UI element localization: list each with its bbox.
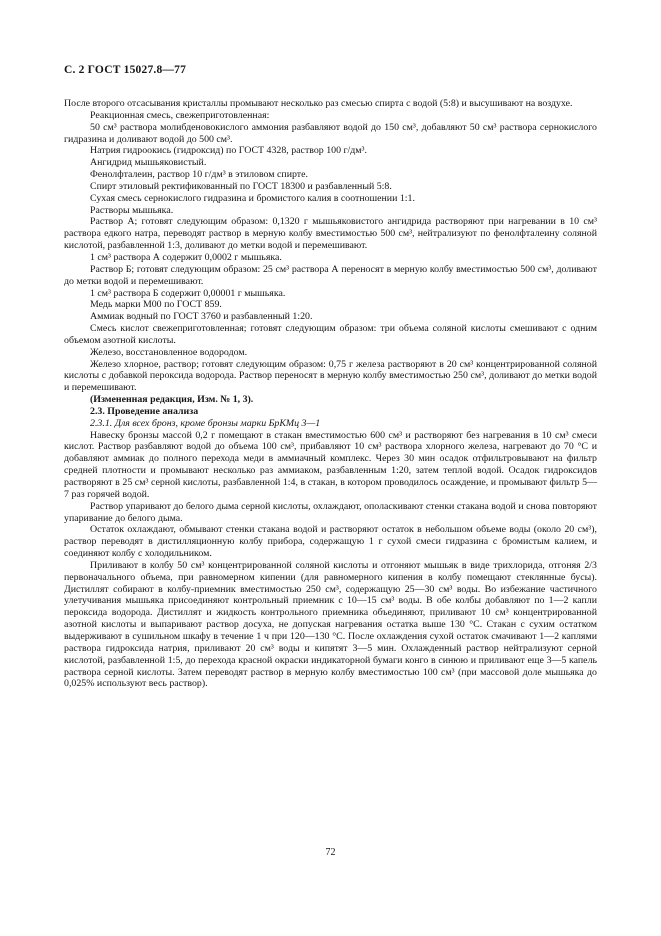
- paragraph-arsenic-anhydride: Ангидрид мышьяковистый.: [90, 157, 207, 169]
- subsection-heading: 2.3.1. Для всех бронз, кроме бронзы марки БрКМц 3—1: [90, 417, 321, 429]
- paragraph-ferric-chloride: Железо хлорное, раствор; готовят следующим образом: 0,75 г железа растворяют в 20 см³ концентрированной соляной кислоты с добавкой пероксида водорода. Раствор переносят в мерную колбу вместимостью 250 см³, доливают до метки водой и перемешивают.: [64, 358, 597, 394]
- paragraph-copper: Медь марки М00 по ГОСТ 859.: [90, 299, 222, 311]
- paragraph-ethanol: Спирт этиловый ректификованный по ГОСТ 18300 и разбавленный 5:8.: [90, 180, 392, 192]
- paragraph-solution-a-content: 1 см³ раствора А содержит 0,0002 г мышьяка.: [90, 251, 282, 263]
- paragraph-residue-transfer: Остаток охлаждают, обмывают стенки стакана водой и растворяют остаток в небольшом объеме воды (около 20 см³), раствор переводят в дистилляционную колбу прибора, содержащую 1 г сухой смеси гидразина с бромистым калием, и соединяют колбу с холодильником.: [64, 524, 597, 560]
- paragraph-amendment-note: (Измененная редакция, Изм. № 1, 3).: [90, 394, 254, 406]
- paragraph-acid-mixture: Смесь кислот свежеприготовленная; готовят следующим образом: три объема соляной кислоты смешивают с одним объемом азотной кислоты.: [64, 323, 597, 346]
- paragraph-dry-mixture: Сухая смесь сернокислого гидразина и бромистого калия в соотношении 1:1.: [90, 192, 415, 204]
- paragraph-drying: После второго отсасывания кристаллы промывают несколько раз смесью спирта с водой (5:8) и высушивают на воздухе.: [64, 98, 573, 109]
- paragraph-ammonia: Аммиак водный по ГОСТ 3760 и разбавленный 1:20.: [90, 311, 313, 323]
- paragraph-reduced-iron: Железо, восстановленное водородом.: [90, 346, 248, 358]
- page-header: С. 2 ГОСТ 15027.8—77: [64, 64, 187, 76]
- paragraph-reaction-mixture: Реакционная смесь, свежеприготовленная:: [90, 109, 270, 121]
- section-heading: 2.3. Проведение анализа: [90, 405, 199, 417]
- paragraph-evaporation: Раствор упаривают до белого дыма серной кислоты, охлаждают, ополаскивают стенки стакана водой и снова повторяют упаривание до белого дыма.: [64, 500, 597, 524]
- paragraph-solution-a: Раствор А; готовят следующим образом: 0,1320 г мышьяковистого ангидрида растворяют при нагревании в 10 см³ раствора едкого натра, переводят раствор в мерную колбу вместимостью 500 см³, нейтрализуют по фенолфталеину соляной кислотой, разбавленной 1:3, доливают до метки водой и перемешивают.: [64, 216, 597, 252]
- paragraph-phenolphthalein: Фенолфталеин, раствор 10 г/дм³ в этиловом спирте.: [90, 169, 308, 181]
- paragraph-sample-dissolution: Навеску бронзы массой 0,2 г помещают в стакан вместимостью 600 см³ и растворяют без нагревания в 10 см³ смеси кислот. Раствор разбавляют водой до объема 100 см³, прибавляют 10 см³ раствора хлорного железа, нагревают до 70 °С и добавляют аммиак до полного перехода меди в аммиачный комплекс. Через 30 мин осадок отфильтровывают на фильтр средней плотности и промывают несколько раз аммиаком, разбавленным 1:20, затем теплой водой. Осадок гидроксидов растворяют в 25 см³ серной кислоты, разбавленной 1:4, в стакан, в котором проводилось осаждение, и промывают фильтр 5—7 раз горячей водой.: [64, 429, 597, 500]
- paragraph-sodium-hydroxide: Натрия гидроокись (гидроксид) по ГОСТ 4328, раствор 100 г/дм³.: [90, 145, 367, 157]
- document-body: [64, 98, 597, 690]
- paragraph-solution-b: Раствор Б; готовят следующим образом: 25 см³ раствора А переносят в мерную колбу вместимостью 500 см³, доливают до метки водой и перемешивают.: [64, 263, 597, 287]
- page-number: 72: [325, 847, 336, 858]
- paragraph-arsenic-solutions: Растворы мышьяка.: [90, 204, 174, 216]
- paragraph-reaction-mixture-prep: 50 см³ раствора молибденовокислого аммония разбавляют водой до 150 см³, добавляют 50 см³ раствора сернокислого гидразина и доливают водой до 500 см³.: [64, 121, 597, 145]
- paragraph-distillation: Приливают в колбу 50 см³ концентрированной соляной кислоты и отгоняют мышьяк в виде трихлорида, отгоняя 2/3 первоначального объема, при равномерном кипении (для равномерного кипения в колбу помещают стеклянные бусы). Дистиллят собирают в колбу-приемник вместимостью 250 см³, содержащую 25—30 см³ воды. Во избежание частичного улетучивания мышьяка присоединяют контрольный приемник с 10—15 см³ воды. В обе колбы добавляют по 1—2 капли пероксида водорода. Дистиллят и жидкость контрольного приемника объединяют, приливают 10 см³ концентрированной азотной кислоты и выпаривают раствор досуха, не допуская нагревания остатка выше 130 °С. Стакан с сухим остатком выдерживают в сушильном шкафу в течение 1 ч при 120—130 °С. После охлаждения сухой остаток смачивают 1—2 каплями раствора гидроксида натрия, приливают 20 см³ воды и кипятят 3—5 мин. Охлажденный раствор нейтрализуют серной кислотой, разбавленной 1:5, до перехода красной окраски индикаторной бумаги конго в синюю и приливают еще 3—5 капель раствора серной кислоты. Затем переводят раствор в мерную колбу вместимостью 100 см³ (при массовой доле мышьяка до 0,025% используют весь раствор).: [64, 559, 597, 690]
- paragraph-solution-b-content: 1 см³ раствора Б содержит 0,00001 г мышьяка.: [90, 287, 286, 299]
